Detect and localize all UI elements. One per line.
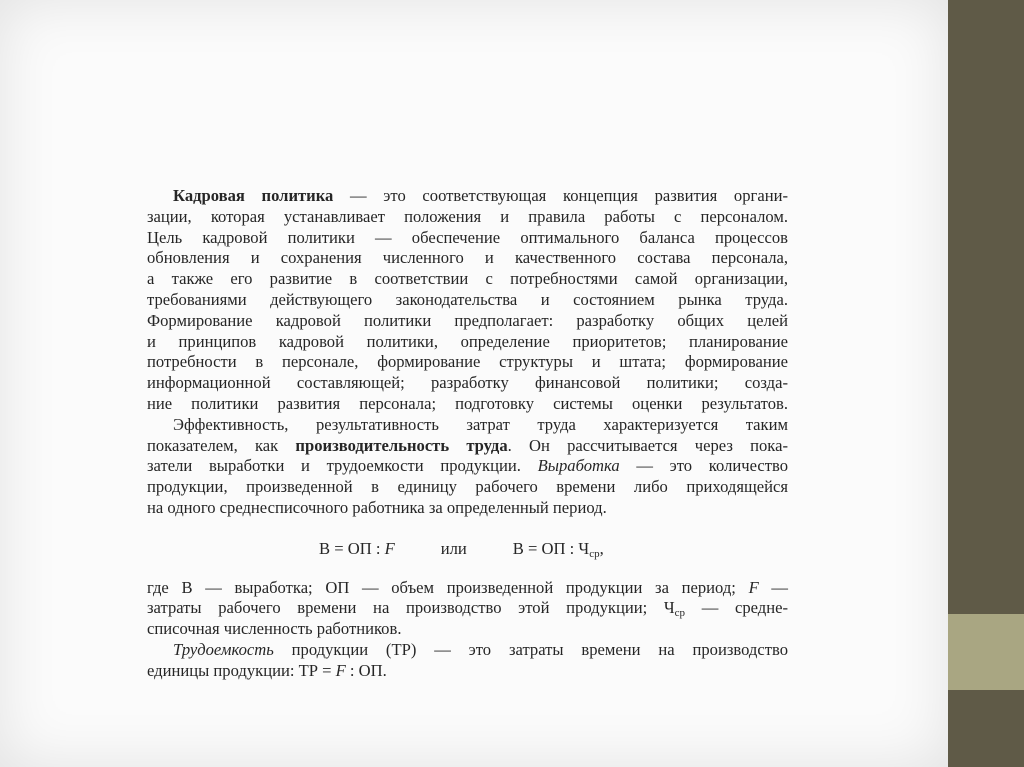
text-line: Формирование кадровой политики предполагает: разработку общих целей [147,310,788,330]
text-line: обновления и сохранения численного и качественного состава персонала, [147,248,788,268]
term-trudoemkost: Трудоемкость [173,639,274,659]
text-line: ние политики развития персонала; подготовку системы оценки результатов. [147,393,788,413]
term-kadrovaya-politika: Кадровая политика [173,186,334,205]
text-line: затели выработки и трудоемкости продукции. Выработка — это количество [147,456,788,476]
document-text [147,186,788,682]
text-line: Трудоемкость продукции (ТР) — это затраты времени на производство [173,639,788,659]
text-line: и принципов кадровой политики, определение приоритетов; планирование [147,331,788,351]
text-line: требованиями действующего законодательства и состоянием рынка труда. [147,289,788,309]
text-line: зации, которая устанавливает положения и правила работы с персоналом. [147,206,788,226]
text-line: списочная численность работников. [147,619,402,639]
text-line: Эффективность, результативность затрат труда характеризуется таким [173,414,788,434]
term-proizvoditelnost-truda: производительность труда [295,435,508,455]
text-line: потребности в персонале, формирование структуры и штата; формирование [147,352,788,372]
text-line: единицы продукции: ТР = F : ОП. [147,660,387,680]
text-line: на одного среднесписочного работника за определенный период. [147,497,607,517]
text-line: продукции, произведенной в единицу рабочего времени либо приходящейся [147,477,788,497]
text-line: затраты рабочего времени на производство этой продукции; $Ч_{ср}$ — средне- [147,598,788,620]
text-line: Цель кадровой политики — обеспечение оптимального баланса процессов [147,227,788,247]
text-line: информационной составляющей; разработку финансовой политики; созда- [147,373,788,393]
formula: В = ОП : F или В = ОП : $Ч_{ср}$, [319,538,604,560]
text-line: Кадровая политика — это соответствующая концепция развития органи- [173,186,788,205]
text-line: показателем, как производительность труда. Он рассчитывается через пока- [147,435,788,455]
text-line: а также его развитие в соответствии с потребностями самой организации, [147,269,788,289]
term-vyrabotka: Выработка [537,456,620,476]
text-line: где В — выработка; ОП — объем произведенной продукции за период; F — [147,577,789,597]
decorative-sidebar-accent [948,614,1024,690]
